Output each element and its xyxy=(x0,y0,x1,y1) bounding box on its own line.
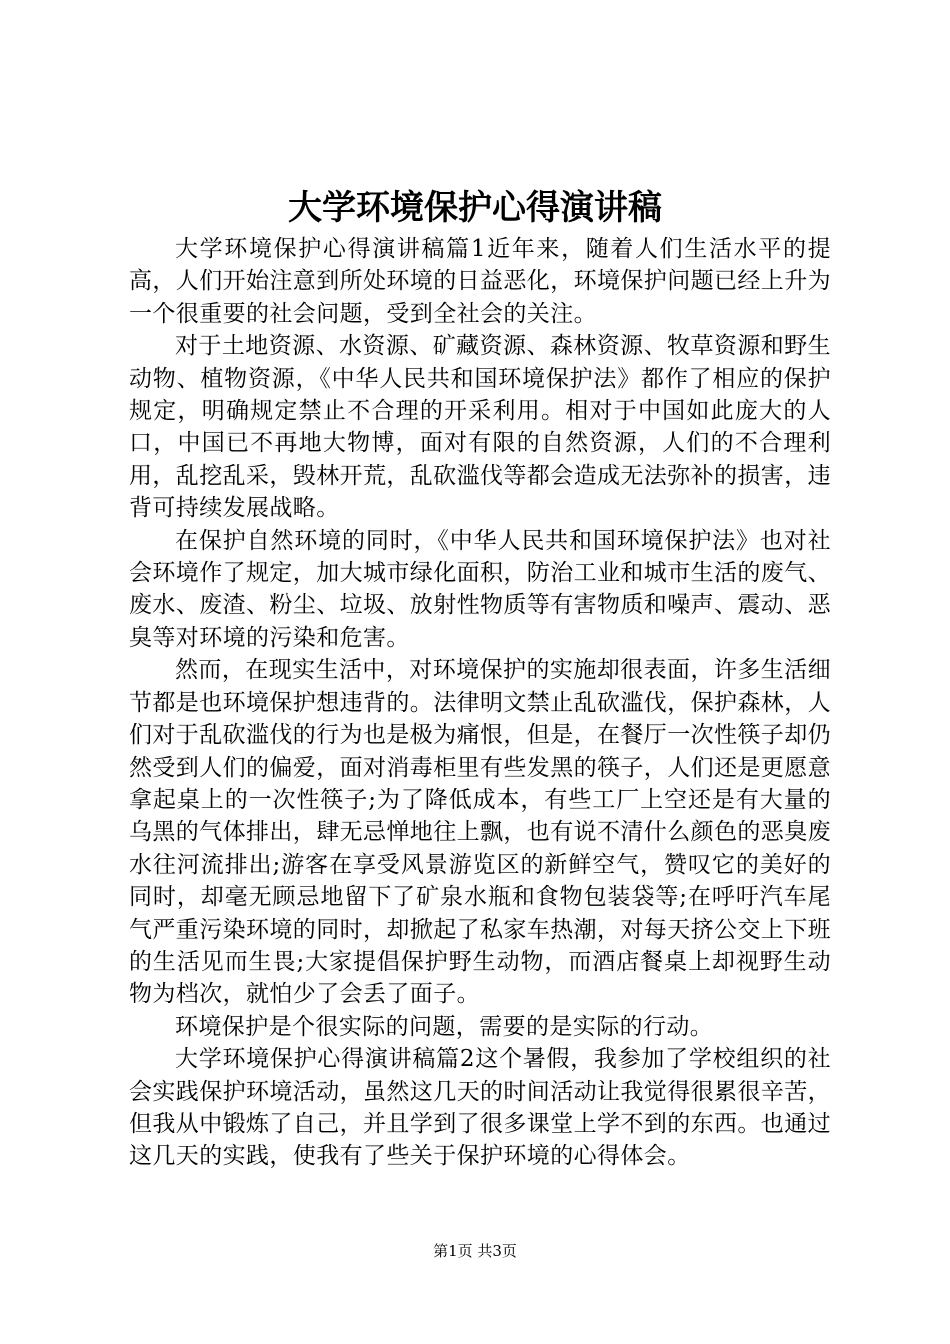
document-body xyxy=(129,233,831,1173)
paragraph-1: 大学环境保护心得演讲稿篇1近年来，随着人们生活水平的提高，人们开始注意到所处环境的日益恶化，环境保护问题已经上升为一个很重要的社会问题，受到全社会的关注。 xyxy=(129,236,831,327)
paragraph-5: 环境保护是个很实际的问题，需要的是实际的行动。 xyxy=(175,1013,714,1040)
paragraph-6: 大学环境保护心得演讲稿篇2这个暑假，我参加了学校组织的社会实践保护环境活动，虽然这几天的时间活动让我觉得很累很辛苦，但我从中锻炼了自己，并且学到了很多课堂上学不到的东西。也通过这几天的实践，使我有了些关于保护环境的心得体会。 xyxy=(129,1046,831,1170)
paragraph-3: 在保护自然环境的同时，《中华人民共和国环境保护法》也对社会环境作了规定，加大城市绿化面积，防治工业和城市生活的废气、废水、废渣、粉尘、垃圾、放射性物质等有害物质和噪声、震动、恶臭等对环境的污染和危害。 xyxy=(129,527,831,651)
paragraph-4: 然而，在现实生活中，对环境保护的实施却很表面，许多生活细节都是也环境保护想违背的。法律明文禁止乱砍滥伐，保护森林，人们对于乱砍滥伐的行为也是极为痛恨，但是，在餐厅一次性筷子却仍然受到人们的偏爱，面对消毒柜里有些发黑的筷子，人们还是更愿意拿起桌上的一次性筷子;为了降低成本，有些工厂上空还是有大量的乌黑的气体排出，肆无忌惮地往上飘，也有说不清什么颜色的恶臭废水往河流排出;游客在享受风景游览区的新鲜空气，赞叹它的美好的同时，却毫无顾忌地留下了矿泉水瓶和食物包装袋等;在呼吁汽车尾气严重污染环境的同时，却掀起了私家车热潮，对每天挤公交上下班的生活见而生畏;大家提倡保护野生动物，而酒店餐桌上却视野生动物为档次，就怕少了会丢了面子。 xyxy=(129,657,831,1008)
page-footer: 第1页 共3页 xyxy=(433,1242,517,1260)
document-title: 大学环境保护心得演讲稿 xyxy=(288,188,662,228)
paragraph-2: 对于土地资源、水资源、矿藏资源、森林资源、牧草资源和野生动物、植物资源，《中华人民共和国环境保护法》都作了相应的保护规定，明确规定禁止不合理的开采利用。相对于中国如此庞大的人口，中国已不再地大物博，面对有限的自然资源，人们的不合理利用，乱挖乱采，毁林开荒，乱砍滥伐等都会造成无法弥补的损害，违背可持续发展战略。 xyxy=(129,333,831,522)
